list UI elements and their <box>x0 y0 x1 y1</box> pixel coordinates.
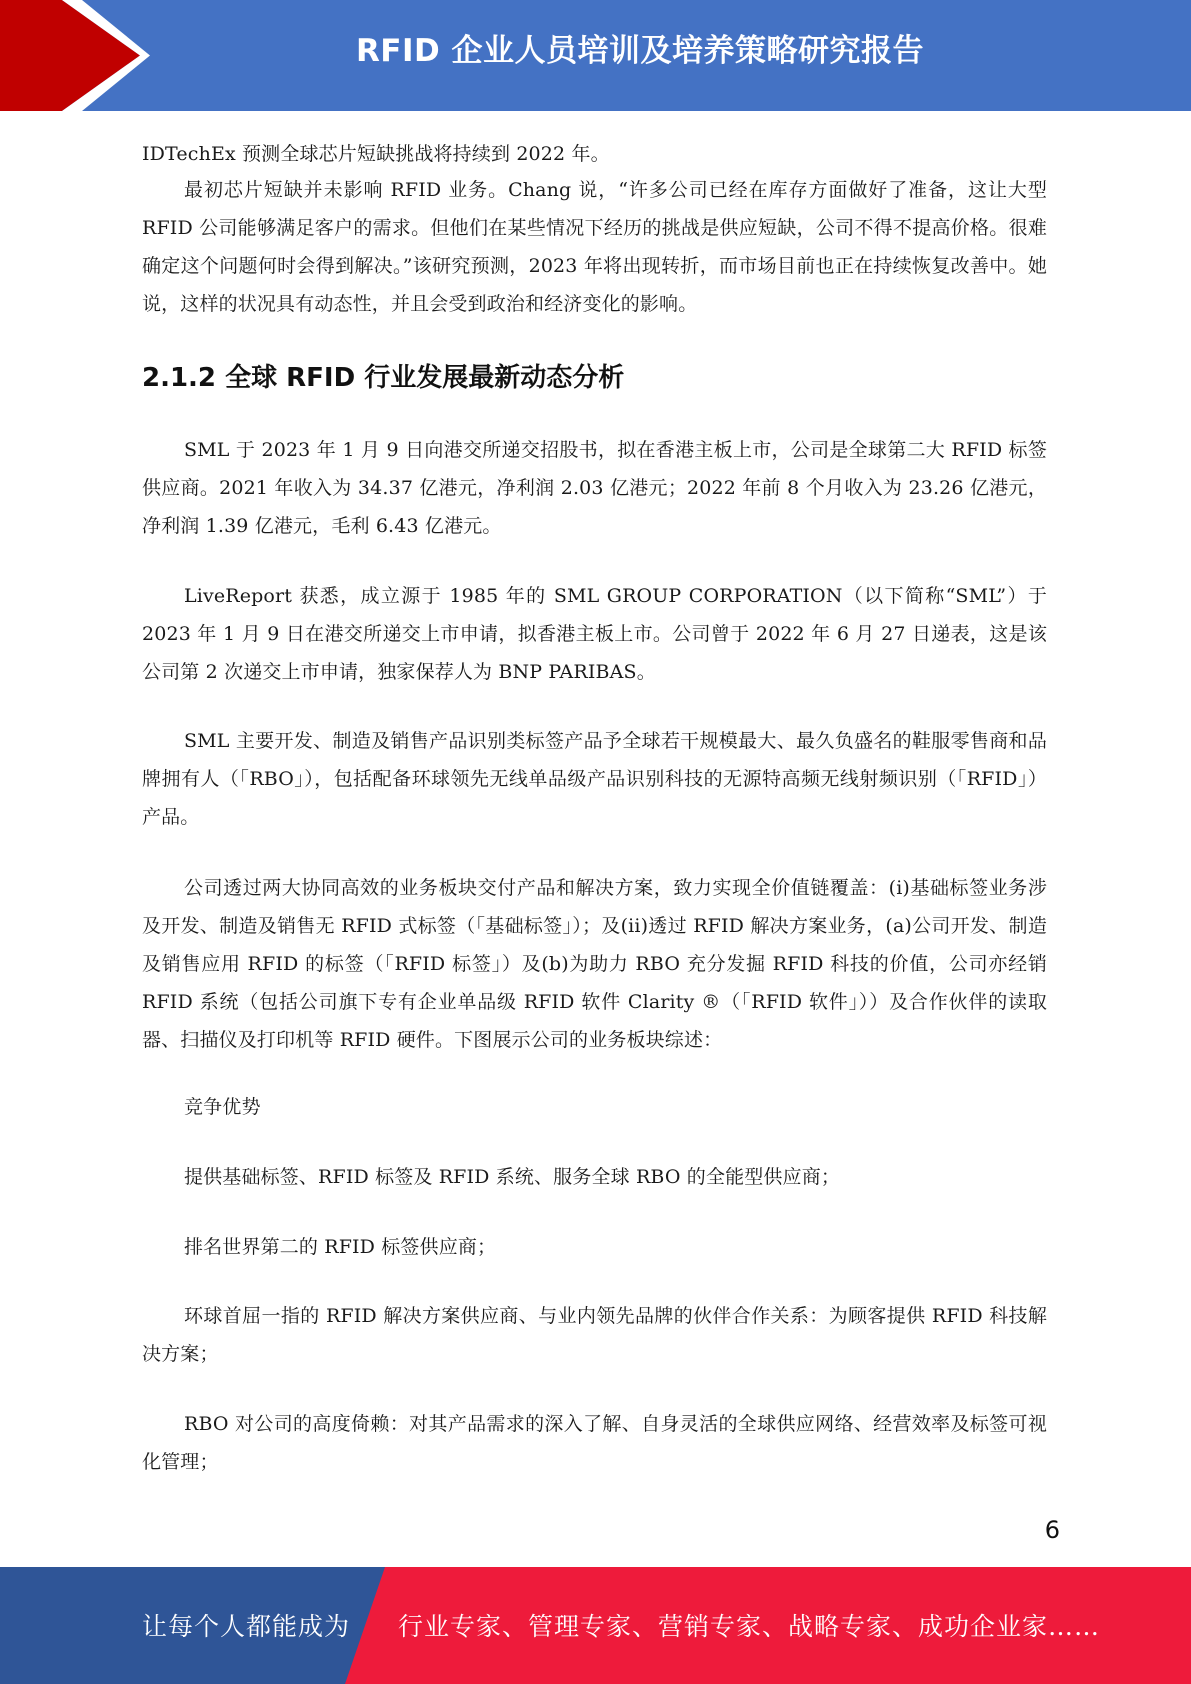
paragraph: SML 主要开发、制造及销售产品识别类标签产品予全球若干规模最大、最久负盛名的鞋服零售商和品牌拥有人（「RBO」），包括配备环球领先无线单品级产品识别科技的无源特高频无线射频识别（「RFID」）产品。 <box>142 730 1047 828</box>
paragraph: LiveReport 获悉，成立源于 1985 年的 SML GROUP CORPORATION（以下简称“SML”）于 2023 年 1 月 9 日在港交所递交上市申请，拟香港主板上市。公司曾于 2022 年 6 月 27 日递表，这是该公司第 2 次递交上市申请，独家保荐人为 BNP PARIBAS。 <box>142 585 1047 683</box>
subheading-paragraph: 竞争优势 <box>184 1096 261 1118</box>
list-item: 提供基础标签、RFID 标签及 RFID 系统、服务全球 RBO 的全能型供应商； <box>184 1166 841 1188</box>
paragraph: 公司透过两大协同高效的业务板块交付产品和解决方案，致力实现全价值链覆盖：(i)基础标签业务涉及开发、制造及销售无 RFID 式标签（「基础标签」）；及(ii)透过 RFID 解决方案业务，(a)公司开发、制造及销售应用 RFID 的标签（「RFID 标签」）及(b)为助力 RBO 充分发掘 RFID 科技的价值，公司亦经销 RFID 系统（包括公司旗下专有企业单品级 RFID 软件 Clarity ®（「RFID 软件」））及合作伙伴的读取器、扫描仪及打印机等 RFID 硬件。下图展示公司的业务板块综述： <box>142 877 1047 1051</box>
page-header <box>0 0 1191 111</box>
chevron-arrow-icon <box>0 0 160 111</box>
paragraph: SML 于 2023 年 1 月 9 日向港交所递交招股书，拟在香港主板上市，公司是全球第二大 RFID 标签供应商。2021 年收入为 34.37 亿港元，净利润 2.03 亿港元；2022 年前 8 个月收入为 23.26 亿港元，净利润 1.39 亿港元，毛利 6.43 亿港元。 <box>142 439 1047 537</box>
section-heading: 2.1.2 全球 RFID 行业发展最新动态分析 <box>142 363 625 393</box>
list-item: RBO 对公司的高度倚赖：对其产品需求的深入了解、自身灵活的全球供应网络、经营效率及标签可视化管理； <box>142 1413 1047 1473</box>
paragraph: 最初芯片短缺并未影响 RFID 业务。Chang 说，“许多公司已经在库存方面做好了准备，这让大型 RFID 公司能够满足客户的需求。但他们在某些情况下经历的挑战是供应短缺，公司不得不提高价格。很难确定这个问题何时会得到解决。”该研究预测，2023 年将出现转折，而市场目前也正在持续恢复改善中。她说，这样的状况具有动态性，并且会受到政治和经济变化的影响。 <box>142 179 1047 315</box>
paragraph: IDTechEx 预测全球芯片短缺挑战将持续到 2022 年。 <box>142 143 610 165</box>
page-number: 6 <box>1044 1516 1060 1544</box>
report-title: RFID 企业人员培训及培养策略研究报告 <box>355 33 925 69</box>
footer-slogan-left: 让每个人都能成为 <box>142 1612 351 1641</box>
list-item: 排名世界第二的 RFID 标签供应商； <box>184 1236 497 1258</box>
page-footer <box>0 1567 1191 1684</box>
footer-slogan-right: 行业专家、管理专家、营销专家、战略专家、成功企业家…… <box>398 1612 1101 1641</box>
list-item: 环球首屈一指的 RFID 解决方案供应商、与业内领先品牌的伙伴合作关系：为顾客提供 RFID 科技解决方案； <box>142 1305 1047 1365</box>
